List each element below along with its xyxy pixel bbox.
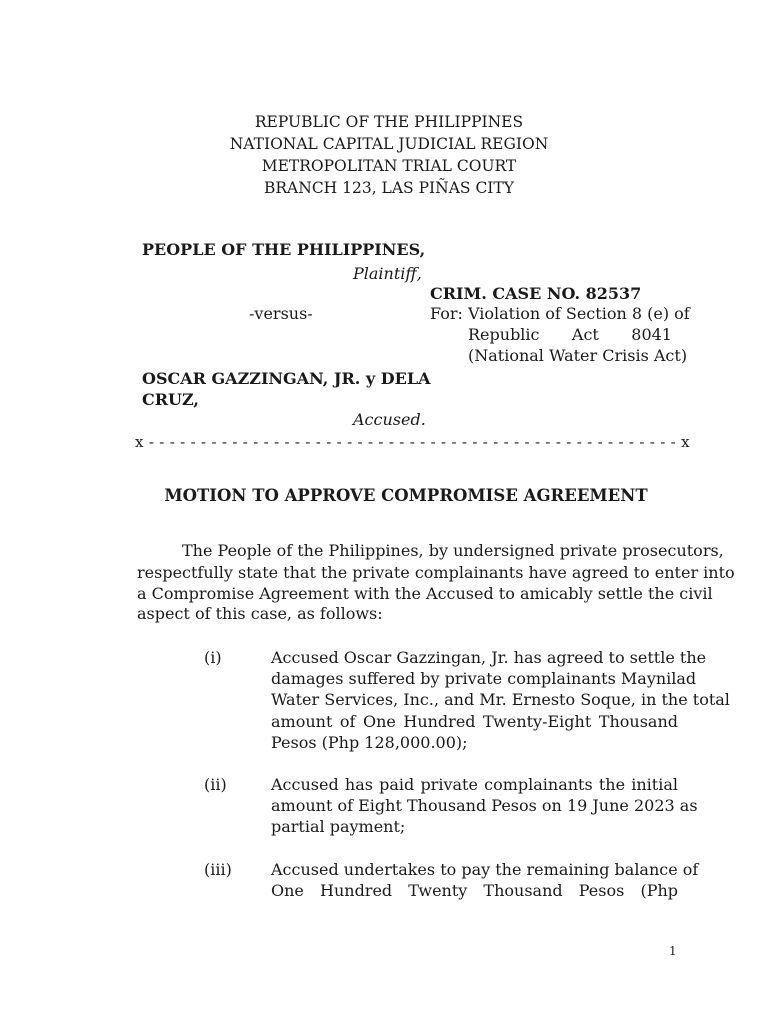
item-1-line: Pesos (Php 128,000.00); [271,733,468,752]
intro-line-4: aspect of this case, as follows: [137,604,383,623]
item-1-line: Accused Oscar Gazzingan, Jr. has agreed to settle the [271,648,707,667]
court-header [0,111,768,199]
item-label: (iii) [204,860,232,879]
item-3-line: Accused undertakes to pay the remaining balance of [271,860,699,879]
item-2-line: amount of Eight Thousand Pesos on 19 June 2023 as [271,796,698,815]
page-number: 1 [669,944,677,958]
item-2-line: Accused has paid private complainants the initial [271,775,678,794]
intro-line-2: respectfully state that the private complainants have agreed to enter into [137,563,735,582]
item-label: (ii) [204,775,227,794]
accused-name-line-2: CRUZ, [142,390,199,409]
versus-label: -versus- [249,304,313,323]
violation-word: Act [571,325,599,344]
plaintiff-role: Plaintiff, [353,264,422,283]
item-1-line: Water Services, Inc., and Mr. Ernesto Soque, in the total [271,690,730,709]
court-header-branch: BRANCH 123, LAS PIÑAS CITY [264,179,514,197]
caption-separator: x - - - - - - - - - - - - - - - - - - - - - - - - - - - - - - - - - - - - - - - - - - - - - - - - - - - x [135,433,690,451]
item-1-line: amount of One Hundred Twenty-Eight Thousand [271,712,678,731]
court-header-court: METROPOLITAN TRIAL COURT [261,157,517,175]
item-1-line: damages suffered by private complainants Maynilad [271,669,697,688]
case-number: CRIM. CASE NO. 82537 [430,284,642,303]
item-2-line: partial payment; [271,817,406,836]
violation-word: Republic [468,325,540,344]
violation-line-2 [468,325,672,344]
accused-role: Accused. [353,410,426,429]
violation-word: 8041 [631,325,672,344]
violation-line-1: For: Violation of Section 8 (e) of [430,304,690,323]
court-header-republic: REPUBLIC OF THE PHILIPPINES [254,113,524,131]
violation-line-3: (National Water Crisis Act) [468,346,688,365]
intro-line-text: The People of the Philippines, by undersigned private prosecutors, [182,541,724,560]
item-label: (i) [204,648,222,667]
item-3-line: One Hundred Twenty Thousand Pesos (Php [271,881,678,900]
intro-line-3: a Compromise Agreement with the Accused to amicably settle the civil [137,584,713,603]
court-header-region: NATIONAL CAPITAL JUDICIAL REGION [229,135,549,153]
accused-name-line-1: OSCAR GAZZINGAN, JR. y DELA [142,369,431,388]
plaintiff-name: PEOPLE OF THE PHILIPPINES, [142,240,426,259]
motion-title: MOTION TO APPROVE COMPROMISE AGREEMENT [164,486,648,505]
intro-line-1 [182,541,724,560]
